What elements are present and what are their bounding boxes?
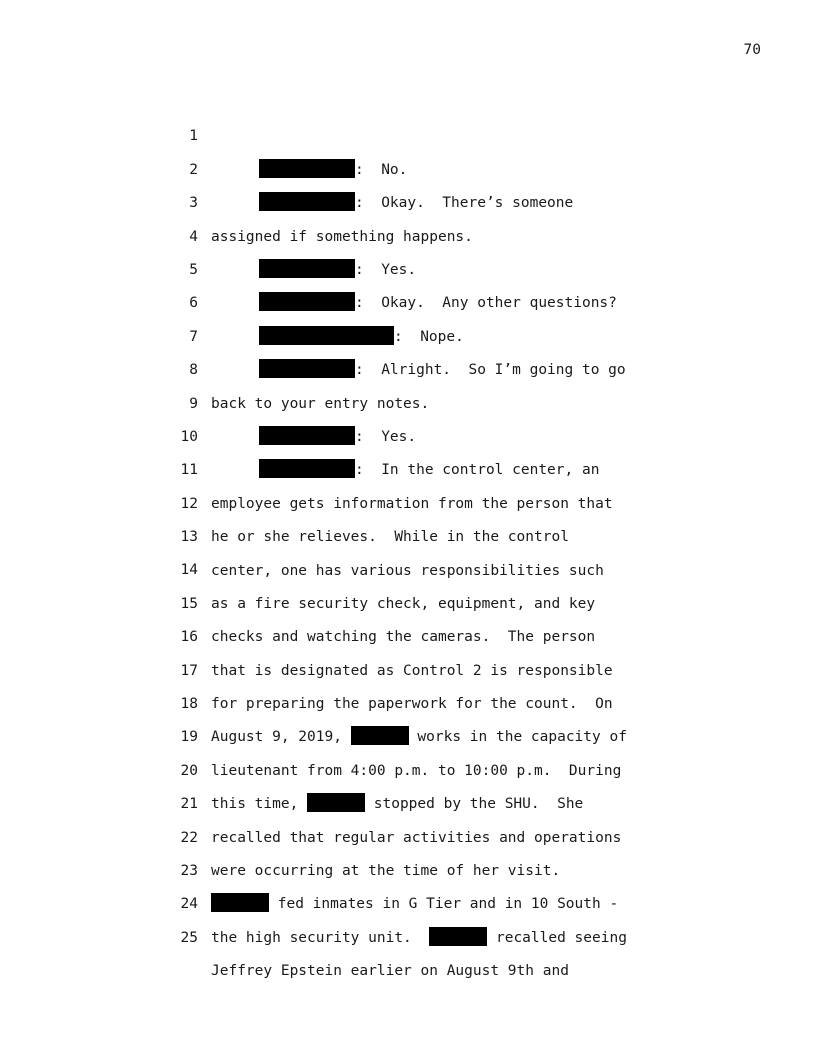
line-number: 14 — [180, 562, 198, 579]
line-number: 19 — [180, 729, 198, 746]
line-text-after: recalled seeing — [487, 929, 627, 946]
line-text: back to your entry notes. — [211, 395, 430, 412]
line-number: 4 — [189, 228, 198, 245]
line-text: assigned if something happens. — [211, 228, 473, 245]
line-text: were occurring at the time of her visit. — [211, 863, 561, 880]
line-text: : Alright. So I’m going to go — [355, 362, 626, 379]
line-text: center, one has various responsibilities such — [211, 562, 604, 579]
line-text-before: August 9, 2019, — [211, 729, 351, 746]
line-number: 10 — [180, 428, 198, 445]
line-number: 12 — [180, 495, 198, 512]
redacted-name — [429, 927, 487, 946]
line-number: 24 — [180, 896, 198, 913]
line-text-before: this time, — [211, 796, 308, 813]
line-text: : Okay. There’s someone — [355, 195, 574, 212]
line-text: : Yes. — [355, 428, 417, 445]
line-text: recalled that regular activities and operations — [211, 829, 622, 846]
line-number: 17 — [180, 662, 198, 679]
line-number: 11 — [180, 462, 198, 479]
line-number: 20 — [180, 762, 198, 779]
line-text: : In the control center, an — [355, 462, 600, 479]
transcript-line — [170, 87, 690, 178]
line-number: 18 — [180, 696, 198, 713]
line-text-before: the high security unit. — [211, 929, 430, 946]
line-text: : Nope. — [394, 328, 464, 345]
line-text: : Yes. — [355, 261, 417, 278]
line-text: Jeffrey Epstein earlier on August 9th and — [211, 963, 569, 980]
line-text: checks and watching the cameras. The person — [211, 629, 596, 646]
line-text-after: works in the capacity of — [408, 729, 627, 746]
line-text: for preparing the paperwork for the count. On — [211, 696, 613, 713]
line-text: as a fire security check, equipment, and key — [211, 595, 596, 612]
line-number: 8 — [189, 362, 198, 379]
line-number: 2 — [189, 161, 198, 178]
line-text: that is designated as Control 2 is responsible — [211, 662, 613, 679]
line-number: 3 — [189, 195, 198, 212]
line-number: 1 — [189, 128, 198, 145]
transcript-body — [170, 87, 690, 980]
line-number: 22 — [180, 829, 198, 846]
line-number: 9 — [189, 395, 198, 412]
page-number: 70 — [743, 42, 761, 58]
line-number: 13 — [180, 529, 198, 546]
line-number: 15 — [180, 595, 198, 612]
line-number: 6 — [189, 295, 198, 312]
line-number: 23 — [180, 863, 198, 879]
line-number: 21 — [180, 796, 198, 813]
line-text: lieutenant from 4:00 p.m. to 10:00 p.m. During — [211, 762, 622, 779]
line-text: employee gets information from the person that — [211, 495, 613, 512]
line-number: 25 — [180, 929, 198, 946]
line-text: he or she relieves. While in the control — [211, 529, 569, 546]
line-content — [211, 922, 627, 955]
line-text: : Okay. Any other questions? — [355, 295, 617, 312]
line-text: : No. — [355, 161, 408, 178]
line-text-after: fed inmates in G Tier and in 10 South - — [269, 896, 619, 913]
line-number: 16 — [180, 629, 198, 646]
line-number: 7 — [189, 328, 198, 345]
line-text-after: stopped by the SHU. She — [365, 796, 584, 813]
line-number: 5 — [189, 261, 198, 278]
